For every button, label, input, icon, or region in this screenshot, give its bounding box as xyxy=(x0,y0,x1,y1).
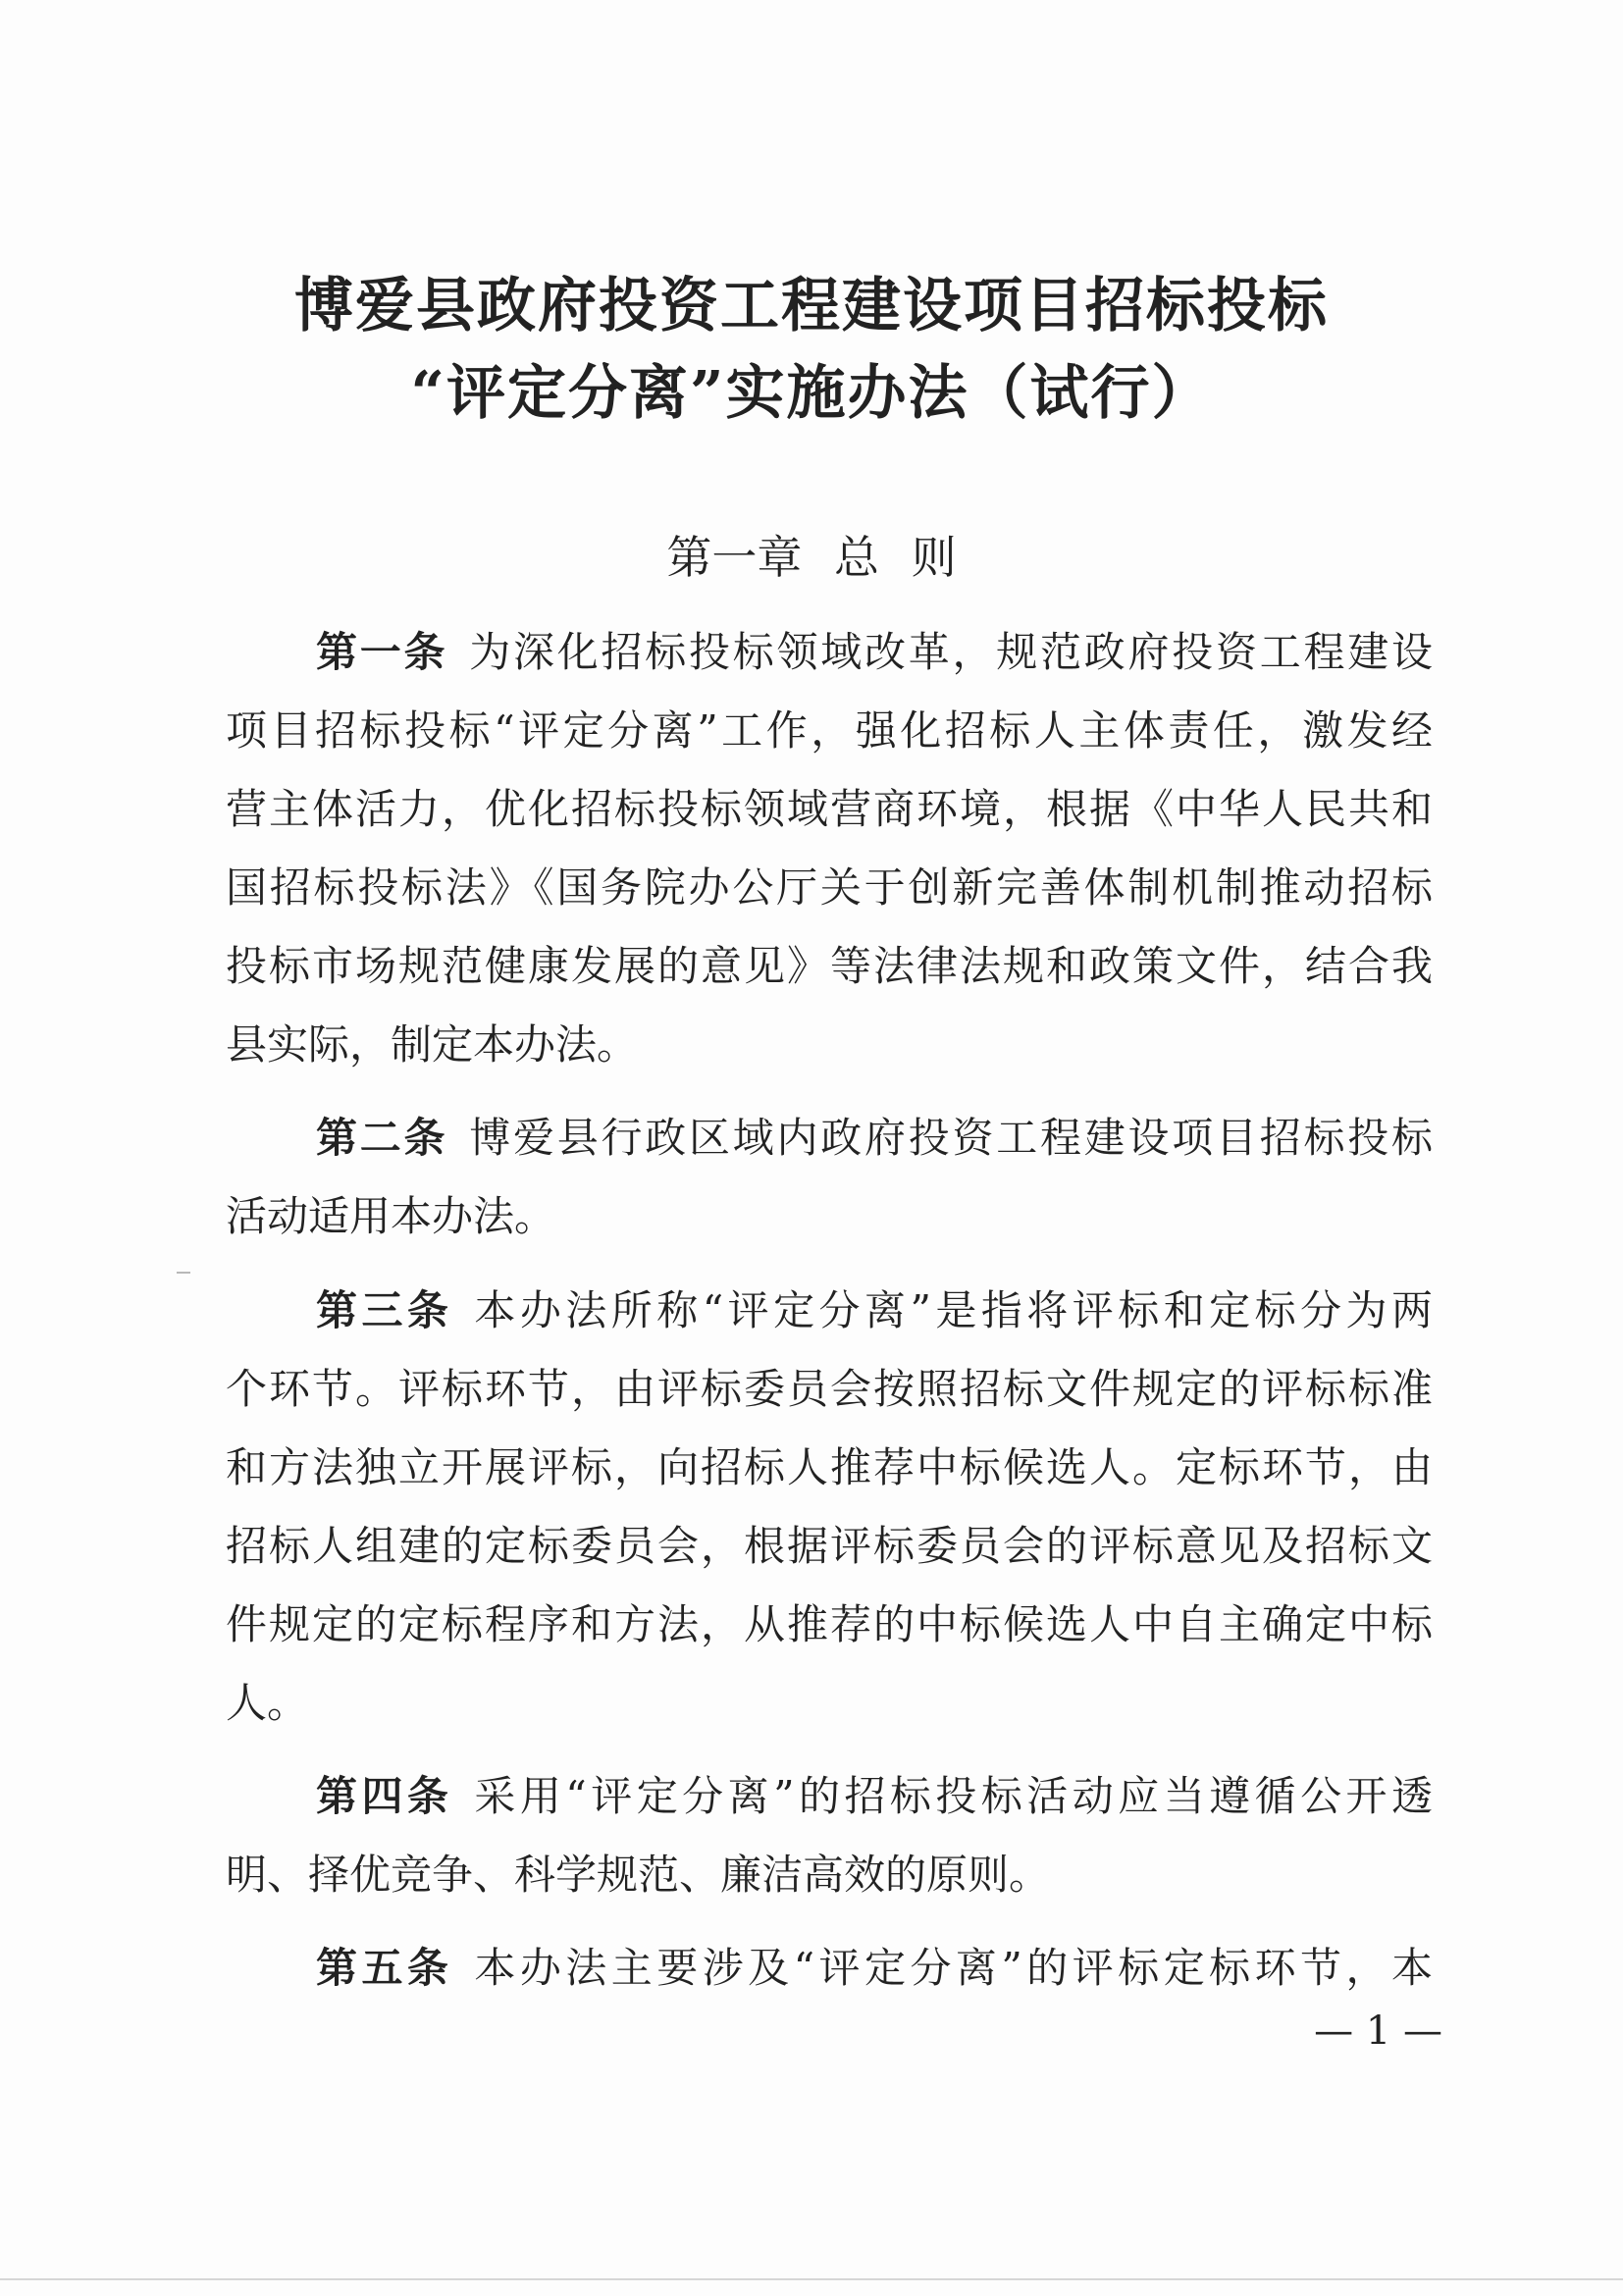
article-label: 第三条 xyxy=(316,1286,453,1334)
article-1-line-5: 投标市场规范健康发展的意见》等法律法规和政策文件，结合我 xyxy=(226,942,1433,990)
article-5-line-1: 第五条 本办法主要涉及“评定分离”的评标定标环节，本 xyxy=(316,1944,1433,1992)
article-1-line-6: 县实际，制定本办法。 xyxy=(226,1020,639,1069)
article-1-line-4: 国招标投标法》《国务院办公厅关于创新完善体制机制推动招标 xyxy=(226,863,1433,912)
scan-artifact xyxy=(177,1272,190,1274)
article-label: 第四条 xyxy=(316,1772,453,1820)
article-label: 第一条 xyxy=(316,628,448,676)
document-title-line-2: “评定分离”实施办法（试行） xyxy=(410,359,1213,428)
article-1-line-1: 第一条 为深化招标投标领域改革，规范政府投资工程建设 xyxy=(316,628,1433,676)
article-1-line-3: 营主体活力，优化招标投标领域营商环境，根据《中华人民共和 xyxy=(226,785,1433,833)
article-label: 第五条 xyxy=(316,1944,453,1992)
article-1-line-2: 项目招标投标“评定分离”工作，强化招标人主体责任，激发经 xyxy=(226,706,1433,755)
article-3-line-1: 第三条 本办法所称“评定分离”是指将评标和定标分为两 xyxy=(316,1286,1433,1334)
article-2-line-2: 活动适用本办法。 xyxy=(226,1192,556,1240)
article-4-line-2: 明、择优竞争、科学规范、廉洁高效的原则。 xyxy=(226,1851,1051,1899)
article-3-line-5: 件规定的定标程序和方法，从推荐的中标候选人中自主确定中标 xyxy=(226,1600,1433,1648)
article-3-line-2: 个环节。评标环节，由评标委员会按照招标文件规定的评标标准 xyxy=(226,1365,1433,1413)
article-3-line-4: 招标人组建的定标委员会，根据评标委员会的评标意见及招标文 xyxy=(226,1522,1433,1570)
article-3-line-6: 人。 xyxy=(226,1679,309,1727)
article-3-line-3: 和方法独立开展评标，向招标人推荐中标候选人。定标环节，由 xyxy=(226,1443,1433,1491)
article-2-line-1: 第二条 博爱县行政区域内政府投资工程建设项目招标投标 xyxy=(316,1114,1433,1162)
article-4-line-1: 第四条 采用“评定分离”的招标投标活动应当遵循公开透 xyxy=(316,1772,1433,1820)
article-label: 第二条 xyxy=(316,1114,448,1162)
page-bottom-edge xyxy=(0,2278,1623,2280)
page-number: — 1 — xyxy=(1314,2009,1442,2054)
document-title-line-1: 博爱县政府投资工程建设项目招标投标 xyxy=(294,272,1329,340)
chapter-heading: 第一章 总 则 xyxy=(666,531,957,584)
